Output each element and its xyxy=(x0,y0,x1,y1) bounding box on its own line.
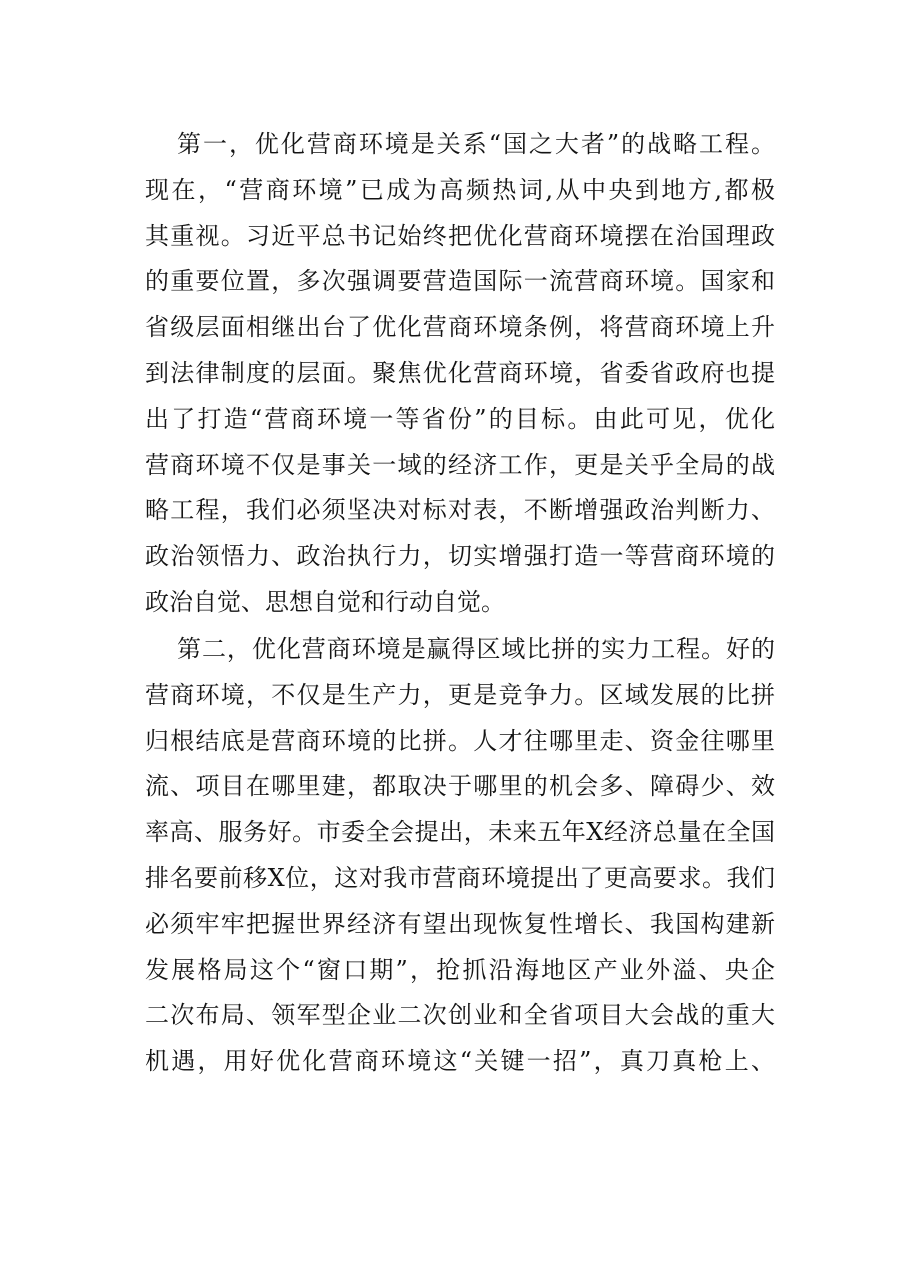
paragraph-2-line-2: 营商环境，不仅是生产力，更是竞争力。区域发展的比拼 xyxy=(145,680,775,709)
paragraph-2 xyxy=(145,627,775,1085)
paragraph-1-line-7: 出了打造“营商环境一等省份”的目标。由此可见，优化 xyxy=(145,404,775,433)
paragraph-2-line-3: 归根结底是营商环境的比拼。人才往哪里走、资金往哪里 xyxy=(145,726,775,755)
paragraph-1-line-4: 的重要位置，多次强调要营造国际一流营商环境。国家和 xyxy=(145,267,775,296)
paragraph-1-line-2: 现在，“营商环境”已成为高频热词,从中央到地方,都极 xyxy=(145,175,775,204)
paragraph-2-line-5: 率高、服务好。市委全会提出，未来五年X经济总量在全国 xyxy=(145,818,775,847)
paragraph-2-line-9: 二次布局、领军型企业二次创业和全省项目大会战的重大 xyxy=(145,1001,775,1030)
paragraph-1-line-3: 其重视。习近平总书记始终把优化营商环境摆在治国理政 xyxy=(145,221,775,250)
paragraph-1-line-10: 政治领悟力、政治执行力，切实增强打造一等营商环境的 xyxy=(145,542,775,571)
paragraph-2-line-1: 第二，优化营商环境是赢得区域比拼的实力工程。好的 xyxy=(177,635,775,663)
paragraph-2-line-10: 机遇，用好优化营商环境这“关键一招”，真刀真枪上、 xyxy=(145,1047,775,1076)
paragraph-1-line-5: 省级层面相继出台了优化营商环境条例，将营商环境上升 xyxy=(145,313,775,342)
paragraph-2-line-4: 流、项目在哪里建，都取决于哪里的机会多、障碍少、效 xyxy=(145,772,775,801)
paragraph-1-line-6: 到法律制度的层面。聚焦优化营商环境，省委省政府也提 xyxy=(145,358,775,387)
paragraph-2-line-6: 排名要前移X位，这对我市营商环境提出了更高要求。我们 xyxy=(145,863,775,892)
paragraph-2-line-8: 发展格局这个“窗口期”，抢抓沿海地区产业外溢、央企 xyxy=(145,955,775,984)
paragraph-1-line-1: 第一，优化营商环境是关系“国之大者”的战略工程。 xyxy=(177,130,775,158)
paragraph-2-line-7: 必须牢牢把握世界经济有望出现恢复性增长、我国构建新 xyxy=(145,909,775,938)
paragraph-1-line-11: 政治自觉、思想自觉和行动自觉。 xyxy=(145,587,505,616)
paragraph-1 xyxy=(145,122,775,626)
paragraph-1-line-8: 营商环境不仅是事关一域的经济工作，更是关乎全局的战 xyxy=(145,450,775,479)
paragraph-1-line-9: 略工程，我们必须坚决对标对表，不断增强政治判断力、 xyxy=(145,496,775,525)
